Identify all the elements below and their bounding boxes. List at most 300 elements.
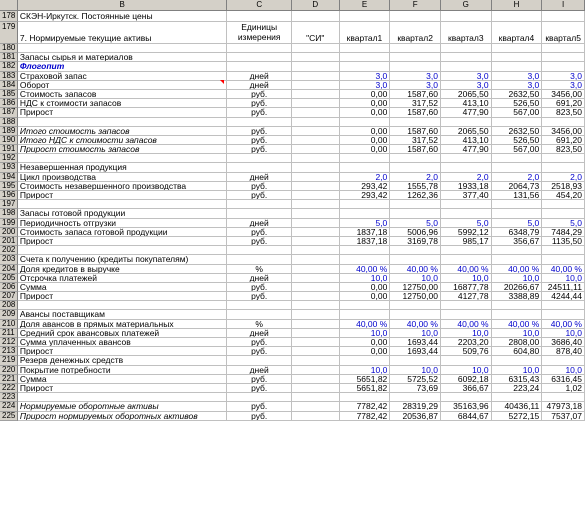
- cell-q4[interactable]: [492, 246, 543, 255]
- cell-si[interactable]: [292, 347, 340, 356]
- cell-q3[interactable]: [441, 209, 492, 218]
- cell-si[interactable]: [292, 237, 340, 246]
- cell-q3[interactable]: [441, 154, 492, 163]
- cell-q5[interactable]: [542, 154, 585, 163]
- cell-q3[interactable]: 5992,12: [441, 228, 492, 237]
- cell-q5[interactable]: 1135,50: [542, 237, 585, 246]
- cell-q1[interactable]: 10,0: [340, 366, 391, 375]
- cell-si[interactable]: [292, 320, 340, 329]
- cell-unit[interactable]: дней: [227, 81, 292, 90]
- cell-si[interactable]: [292, 191, 340, 200]
- cell-q1[interactable]: 1837,18: [340, 237, 391, 246]
- cell-q2[interactable]: [390, 200, 441, 209]
- cell-unit[interactable]: [227, 255, 292, 264]
- column-header-d[interactable]: D: [292, 0, 340, 11]
- cell-q1[interactable]: 5,0: [340, 219, 391, 228]
- row-number[interactable]: 181: [0, 53, 18, 62]
- cell-q3[interactable]: [441, 393, 492, 402]
- cell-label[interactable]: Запасы готовой продукции: [18, 209, 227, 218]
- cell-q2[interactable]: [390, 246, 441, 255]
- row-number[interactable]: 224: [0, 402, 18, 411]
- cell-si[interactable]: [292, 99, 340, 108]
- cell-q2[interactable]: 3169,78: [390, 237, 441, 246]
- cell-label[interactable]: Прирост: [18, 384, 227, 393]
- cell-q2[interactable]: 3,0: [390, 72, 441, 81]
- cell-q1[interactable]: 10,0: [340, 329, 391, 338]
- cell-label[interactable]: 7. Нормируемые текущие активы: [18, 22, 227, 44]
- cell-label[interactable]: Сумма: [18, 375, 227, 384]
- cell-q5[interactable]: [542, 11, 585, 22]
- cell-si[interactable]: [292, 200, 340, 209]
- cell-si[interactable]: [292, 246, 340, 255]
- cell-unit[interactable]: [227, 246, 292, 255]
- cell-q2[interactable]: [390, 209, 441, 218]
- cell-label[interactable]: Стоимость незавершенного производства: [18, 182, 227, 191]
- cell-label[interactable]: [18, 301, 227, 310]
- cell-unit[interactable]: [227, 154, 292, 163]
- column-header-i[interactable]: I: [542, 0, 585, 11]
- cell-q1[interactable]: [340, 62, 391, 71]
- cell-si[interactable]: [292, 81, 340, 90]
- cell-q5[interactable]: 2518,93: [542, 182, 585, 191]
- cell-q2[interactable]: [390, 118, 441, 127]
- cell-unit[interactable]: руб.: [227, 402, 292, 411]
- cell-q3[interactable]: 477,90: [441, 108, 492, 117]
- cell-q3[interactable]: 40,00 %: [441, 265, 492, 274]
- cell-q3[interactable]: 10,0: [441, 366, 492, 375]
- cell-label[interactable]: Прирост нормируемых оборотных активов: [18, 412, 227, 421]
- cell-q4[interactable]: 10,0: [492, 274, 543, 283]
- cell-label[interactable]: [18, 246, 227, 255]
- cell-si[interactable]: [292, 301, 340, 310]
- cell-q1[interactable]: [340, 209, 391, 218]
- cell-q1[interactable]: [340, 118, 391, 127]
- cell-q3[interactable]: 413,10: [441, 136, 492, 145]
- cell-q3[interactable]: 5,0: [441, 219, 492, 228]
- cell-unit[interactable]: руб.: [227, 384, 292, 393]
- cell-q4[interactable]: 2064,73: [492, 182, 543, 191]
- cell-unit[interactable]: [227, 301, 292, 310]
- cell-label[interactable]: Флогопит: [18, 62, 227, 71]
- cell-q5[interactable]: 24511,11: [542, 283, 585, 292]
- cell-q4[interactable]: 10,0: [492, 329, 543, 338]
- cell-q4[interactable]: 526,50: [492, 99, 543, 108]
- cell-q5[interactable]: [542, 246, 585, 255]
- row-number[interactable]: 197: [0, 200, 18, 209]
- cell-q1[interactable]: 0,00: [340, 338, 391, 347]
- cell-q1[interactable]: 0,00: [340, 99, 391, 108]
- row-number[interactable]: 184: [0, 81, 18, 90]
- cell-q1[interactable]: 0,00: [340, 108, 391, 117]
- row-number[interactable]: 202: [0, 246, 18, 255]
- cell-label[interactable]: Прирост: [18, 191, 227, 200]
- cell-unit[interactable]: дней: [227, 329, 292, 338]
- cell-q4[interactable]: 6348,79: [492, 228, 543, 237]
- cell-unit[interactable]: руб.: [227, 127, 292, 136]
- cell-q3[interactable]: 35163,96: [441, 402, 492, 411]
- cell-q4[interactable]: [492, 11, 543, 22]
- cell-label[interactable]: Прирост: [18, 292, 227, 301]
- cell-q3[interactable]: 4127,78: [441, 292, 492, 301]
- cell-q5[interactable]: 40,00 %: [542, 320, 585, 329]
- cell-unit[interactable]: дней: [227, 366, 292, 375]
- comment-indicator[interactable]: [220, 80, 224, 84]
- cell-q1[interactable]: [340, 255, 391, 264]
- cell-q1[interactable]: 0,00: [340, 347, 391, 356]
- cell-unit[interactable]: [227, 209, 292, 218]
- cell-q3[interactable]: 6844,67: [441, 412, 492, 421]
- cell-si[interactable]: [292, 329, 340, 338]
- row-number[interactable]: 205: [0, 274, 18, 283]
- cell-si[interactable]: [292, 292, 340, 301]
- cell-q3[interactable]: [441, 255, 492, 264]
- cell-q4[interactable]: 40,00 %: [492, 320, 543, 329]
- cell-q5[interactable]: 691,20: [542, 99, 585, 108]
- cell-si[interactable]: [292, 136, 340, 145]
- row-number[interactable]: 225: [0, 412, 18, 421]
- cell-q1[interactable]: [340, 154, 391, 163]
- cell-q2[interactable]: 1262,36: [390, 191, 441, 200]
- cell-q3[interactable]: 2065,50: [441, 127, 492, 136]
- row-number[interactable]: 221: [0, 375, 18, 384]
- cell-q5[interactable]: 10,0: [542, 329, 585, 338]
- cell-q5[interactable]: [542, 62, 585, 71]
- cell-unit[interactable]: [227, 11, 292, 22]
- cell-q4[interactable]: [492, 62, 543, 71]
- cell-q5[interactable]: 878,40: [542, 347, 585, 356]
- cell-si[interactable]: [292, 173, 340, 182]
- cell-q1[interactable]: [340, 310, 391, 319]
- cell-label[interactable]: [18, 154, 227, 163]
- cell-q3[interactable]: 2203,20: [441, 338, 492, 347]
- cell-q2[interactable]: [390, 301, 441, 310]
- cell-q1[interactable]: 7782,42: [340, 402, 391, 411]
- cell-unit[interactable]: Единицы измерения: [227, 22, 292, 44]
- cell-q3[interactable]: [441, 62, 492, 71]
- cell-q5[interactable]: [542, 53, 585, 62]
- cell-si[interactable]: [292, 219, 340, 228]
- cell-q3[interactable]: [441, 200, 492, 209]
- row-number[interactable]: 195: [0, 182, 18, 191]
- cell-q4[interactable]: [492, 53, 543, 62]
- cell-unit[interactable]: %: [227, 265, 292, 274]
- cell-q3[interactable]: 6092,18: [441, 375, 492, 384]
- cell-q2[interactable]: 5725,52: [390, 375, 441, 384]
- cell-q1[interactable]: 7782,42: [340, 412, 391, 421]
- cell-unit[interactable]: руб.: [227, 108, 292, 117]
- cell-si[interactable]: [292, 274, 340, 283]
- cell-label[interactable]: Прирост стоимость запасов: [18, 145, 227, 154]
- cell-label[interactable]: Доля кредитов в выручке: [18, 265, 227, 274]
- row-number[interactable]: 183: [0, 72, 18, 81]
- cell-q2[interactable]: 40,00 %: [390, 265, 441, 274]
- row-number[interactable]: 199: [0, 219, 18, 228]
- row-number[interactable]: 193: [0, 163, 18, 172]
- cell-q5[interactable]: 3456,00: [542, 90, 585, 99]
- cell-q5[interactable]: [542, 200, 585, 209]
- cell-unit[interactable]: руб.: [227, 145, 292, 154]
- cell-q3[interactable]: 366,67: [441, 384, 492, 393]
- cell-si[interactable]: [292, 108, 340, 117]
- cell-si[interactable]: [292, 72, 340, 81]
- cell-q3[interactable]: [441, 163, 492, 172]
- row-number[interactable]: 179: [0, 22, 18, 44]
- cell-q1[interactable]: 10,0: [340, 274, 391, 283]
- cell-label[interactable]: Оборот: [18, 81, 227, 90]
- cell-q5[interactable]: 823,50: [542, 145, 585, 154]
- cell-si[interactable]: [292, 338, 340, 347]
- cell-q3[interactable]: 1933,18: [441, 182, 492, 191]
- cell-q4[interactable]: 3,0: [492, 72, 543, 81]
- cell-q5[interactable]: [542, 209, 585, 218]
- cell-q5[interactable]: 454,20: [542, 191, 585, 200]
- cell-q1[interactable]: 0,00: [340, 292, 391, 301]
- row-number[interactable]: 212: [0, 338, 18, 347]
- cell-q1[interactable]: 0,00: [340, 127, 391, 136]
- cell-q4[interactable]: [492, 209, 543, 218]
- cell-q5[interactable]: 47973,18: [542, 402, 585, 411]
- cell-q1[interactable]: 0,00: [340, 145, 391, 154]
- row-number[interactable]: 182: [0, 62, 18, 71]
- cell-unit[interactable]: руб.: [227, 99, 292, 108]
- row-number[interactable]: 185: [0, 90, 18, 99]
- column-header-f[interactable]: F: [390, 0, 441, 11]
- cell-si[interactable]: "СИ": [292, 22, 340, 44]
- row-number[interactable]: 196: [0, 191, 18, 200]
- cell-unit[interactable]: руб.: [227, 90, 292, 99]
- cell-unit[interactable]: [227, 310, 292, 319]
- cell-label[interactable]: Прирост: [18, 108, 227, 117]
- cell-q1[interactable]: [340, 301, 391, 310]
- cell-q4[interactable]: 2,0: [492, 173, 543, 182]
- cell-q4[interactable]: 5,0: [492, 219, 543, 228]
- cell-si[interactable]: [292, 209, 340, 218]
- cell-q4[interactable]: 356,67: [492, 237, 543, 246]
- cell-q3[interactable]: 10,0: [441, 329, 492, 338]
- cell-q2[interactable]: [390, 310, 441, 319]
- cell-q1[interactable]: [340, 393, 391, 402]
- cell-q2[interactable]: 1587,60: [390, 90, 441, 99]
- row-number[interactable]: 178: [0, 11, 18, 22]
- cell-unit[interactable]: [227, 44, 292, 53]
- cell-unit[interactable]: руб.: [227, 292, 292, 301]
- cell-si[interactable]: [292, 145, 340, 154]
- cell-si[interactable]: [292, 62, 340, 71]
- cell-si[interactable]: [292, 265, 340, 274]
- cell-q5[interactable]: [542, 393, 585, 402]
- cell-q5[interactable]: 10,0: [542, 366, 585, 375]
- cell-si[interactable]: [292, 384, 340, 393]
- cell-q3[interactable]: 985,17: [441, 237, 492, 246]
- cell-q3[interactable]: [441, 356, 492, 365]
- cell-si[interactable]: [292, 182, 340, 191]
- cell-label[interactable]: [18, 44, 227, 53]
- cell-q1[interactable]: 5651,82: [340, 375, 391, 384]
- cell-si[interactable]: [292, 90, 340, 99]
- cell-q3[interactable]: 477,90: [441, 145, 492, 154]
- row-number[interactable]: 200: [0, 228, 18, 237]
- cell-q2[interactable]: [390, 255, 441, 264]
- cell-q1[interactable]: 1837,18: [340, 228, 391, 237]
- cell-q4[interactable]: 2632,50: [492, 127, 543, 136]
- cell-q2[interactable]: 1555,78: [390, 182, 441, 191]
- cell-q5[interactable]: [542, 118, 585, 127]
- cell-si[interactable]: [292, 118, 340, 127]
- cell-si[interactable]: [292, 393, 340, 402]
- cell-unit[interactable]: руб.: [227, 375, 292, 384]
- cell-q3[interactable]: [441, 44, 492, 53]
- cell-q4[interactable]: 131,56: [492, 191, 543, 200]
- cell-si[interactable]: [292, 356, 340, 365]
- cell-q5[interactable]: 7537,07: [542, 412, 585, 421]
- cell-label[interactable]: Запасы сырья и материалов: [18, 53, 227, 62]
- cell-q2[interactable]: 317,52: [390, 99, 441, 108]
- cell-q3[interactable]: 3,0: [441, 72, 492, 81]
- cell-q3[interactable]: 509,76: [441, 347, 492, 356]
- cell-q5[interactable]: [542, 356, 585, 365]
- cell-si[interactable]: [292, 163, 340, 172]
- cell-label[interactable]: Стоимость запаса готовой продукции: [18, 228, 227, 237]
- cell-q4[interactable]: квартал4: [492, 22, 543, 44]
- cell-q4[interactable]: 223,24: [492, 384, 543, 393]
- cell-q4[interactable]: [492, 200, 543, 209]
- cell-label[interactable]: [18, 200, 227, 209]
- cell-unit[interactable]: [227, 393, 292, 402]
- cell-q2[interactable]: 5,0: [390, 219, 441, 228]
- cell-unit[interactable]: руб.: [227, 228, 292, 237]
- cell-si[interactable]: [292, 366, 340, 375]
- cell-label[interactable]: Покрытие потребности: [18, 366, 227, 375]
- row-number[interactable]: 186: [0, 99, 18, 108]
- cell-q2[interactable]: 10,0: [390, 329, 441, 338]
- cell-q1[interactable]: 40,00 %: [340, 320, 391, 329]
- cell-q1[interactable]: 0,00: [340, 136, 391, 145]
- cell-q4[interactable]: 40436,11: [492, 402, 543, 411]
- cell-unit[interactable]: [227, 118, 292, 127]
- cell-q4[interactable]: 2632,50: [492, 90, 543, 99]
- cell-q2[interactable]: 73,69: [390, 384, 441, 393]
- cell-q2[interactable]: 10,0: [390, 274, 441, 283]
- cell-label[interactable]: Стоимость запасов: [18, 90, 227, 99]
- cell-q3[interactable]: 2,0: [441, 173, 492, 182]
- cell-unit[interactable]: [227, 53, 292, 62]
- cell-label[interactable]: Авансы поставщикам: [18, 310, 227, 319]
- cell-q2[interactable]: 1587,60: [390, 145, 441, 154]
- cell-unit[interactable]: руб.: [227, 338, 292, 347]
- cell-q5[interactable]: 4244,44: [542, 292, 585, 301]
- cell-unit[interactable]: руб.: [227, 347, 292, 356]
- cell-q2[interactable]: 5006,96: [390, 228, 441, 237]
- cell-label[interactable]: Доля авансов в прямых материальных: [18, 320, 227, 329]
- cell-q5[interactable]: 10,0: [542, 274, 585, 283]
- cell-label[interactable]: СКЭН-Иркутск. Постоянные цены: [18, 11, 227, 22]
- cell-unit[interactable]: руб.: [227, 182, 292, 191]
- cell-q4[interactable]: [492, 301, 543, 310]
- column-header-g[interactable]: G: [441, 0, 492, 11]
- cell-q4[interactable]: 40,00 %: [492, 265, 543, 274]
- select-all-corner[interactable]: [0, 0, 18, 11]
- cell-q4[interactable]: [492, 154, 543, 163]
- cell-unit[interactable]: руб.: [227, 283, 292, 292]
- cell-label[interactable]: Цикл производства: [18, 173, 227, 182]
- cell-q4[interactable]: 567,00: [492, 145, 543, 154]
- cell-label[interactable]: Резерв денежных средств: [18, 356, 227, 365]
- cell-q5[interactable]: квартал5: [542, 22, 585, 44]
- cell-q4[interactable]: 20266,67: [492, 283, 543, 292]
- cell-q3[interactable]: 2065,50: [441, 90, 492, 99]
- cell-q2[interactable]: [390, 356, 441, 365]
- cell-q4[interactable]: 3,0: [492, 81, 543, 90]
- cell-q1[interactable]: 293,42: [340, 182, 391, 191]
- cell-q4[interactable]: 10,0: [492, 366, 543, 375]
- cell-unit[interactable]: [227, 62, 292, 71]
- cell-unit[interactable]: дней: [227, 173, 292, 182]
- row-number[interactable]: 207: [0, 292, 18, 301]
- cell-q2[interactable]: [390, 163, 441, 172]
- cell-q2[interactable]: 40,00 %: [390, 320, 441, 329]
- row-number[interactable]: 206: [0, 283, 18, 292]
- cell-q5[interactable]: 5,0: [542, 219, 585, 228]
- cell-label[interactable]: НДС к стоимости запасов: [18, 99, 227, 108]
- cell-q1[interactable]: [340, 163, 391, 172]
- cell-q1[interactable]: [340, 356, 391, 365]
- cell-q3[interactable]: 413,10: [441, 99, 492, 108]
- cell-q4[interactable]: 604,80: [492, 347, 543, 356]
- cell-q2[interactable]: 2,0: [390, 173, 441, 182]
- row-number[interactable]: 198: [0, 209, 18, 218]
- cell-label[interactable]: Периодичность отгрузки: [18, 219, 227, 228]
- row-number[interactable]: 222: [0, 384, 18, 393]
- cell-q4[interactable]: 2808,00: [492, 338, 543, 347]
- cell-unit[interactable]: %: [227, 320, 292, 329]
- cell-q2[interactable]: 20536,87: [390, 412, 441, 421]
- cell-q2[interactable]: 1587,60: [390, 127, 441, 136]
- cell-label[interactable]: Прирост: [18, 347, 227, 356]
- cell-q5[interactable]: 40,00 %: [542, 265, 585, 274]
- row-number[interactable]: 209: [0, 310, 18, 319]
- cell-q2[interactable]: 10,0: [390, 366, 441, 375]
- cell-q3[interactable]: [441, 301, 492, 310]
- row-number[interactable]: 190: [0, 136, 18, 145]
- row-number[interactable]: 187: [0, 108, 18, 117]
- cell-si[interactable]: [292, 255, 340, 264]
- cell-si[interactable]: [292, 53, 340, 62]
- cell-si[interactable]: [292, 127, 340, 136]
- cell-q4[interactable]: [492, 163, 543, 172]
- cell-q5[interactable]: 823,50: [542, 108, 585, 117]
- cell-q1[interactable]: 0,00: [340, 283, 391, 292]
- cell-unit[interactable]: дней: [227, 72, 292, 81]
- cell-q1[interactable]: квартал1: [340, 22, 391, 44]
- cell-q5[interactable]: [542, 301, 585, 310]
- row-number[interactable]: 201: [0, 237, 18, 246]
- cell-q3[interactable]: [441, 310, 492, 319]
- cell-label[interactable]: [18, 393, 227, 402]
- cell-label[interactable]: Страховой запас: [18, 72, 227, 81]
- cell-q1[interactable]: [340, 53, 391, 62]
- cell-q5[interactable]: [542, 255, 585, 264]
- cell-q3[interactable]: [441, 246, 492, 255]
- cell-q2[interactable]: 1693,44: [390, 347, 441, 356]
- column-header-b[interactable]: B: [18, 0, 228, 11]
- cell-unit[interactable]: [227, 200, 292, 209]
- cell-q5[interactable]: 3,0: [542, 72, 585, 81]
- cell-q4[interactable]: 3388,89: [492, 292, 543, 301]
- cell-q3[interactable]: 10,0: [441, 274, 492, 283]
- cell-q4[interactable]: 526,50: [492, 136, 543, 145]
- cell-q4[interactable]: [492, 255, 543, 264]
- cell-label[interactable]: Сумма: [18, 283, 227, 292]
